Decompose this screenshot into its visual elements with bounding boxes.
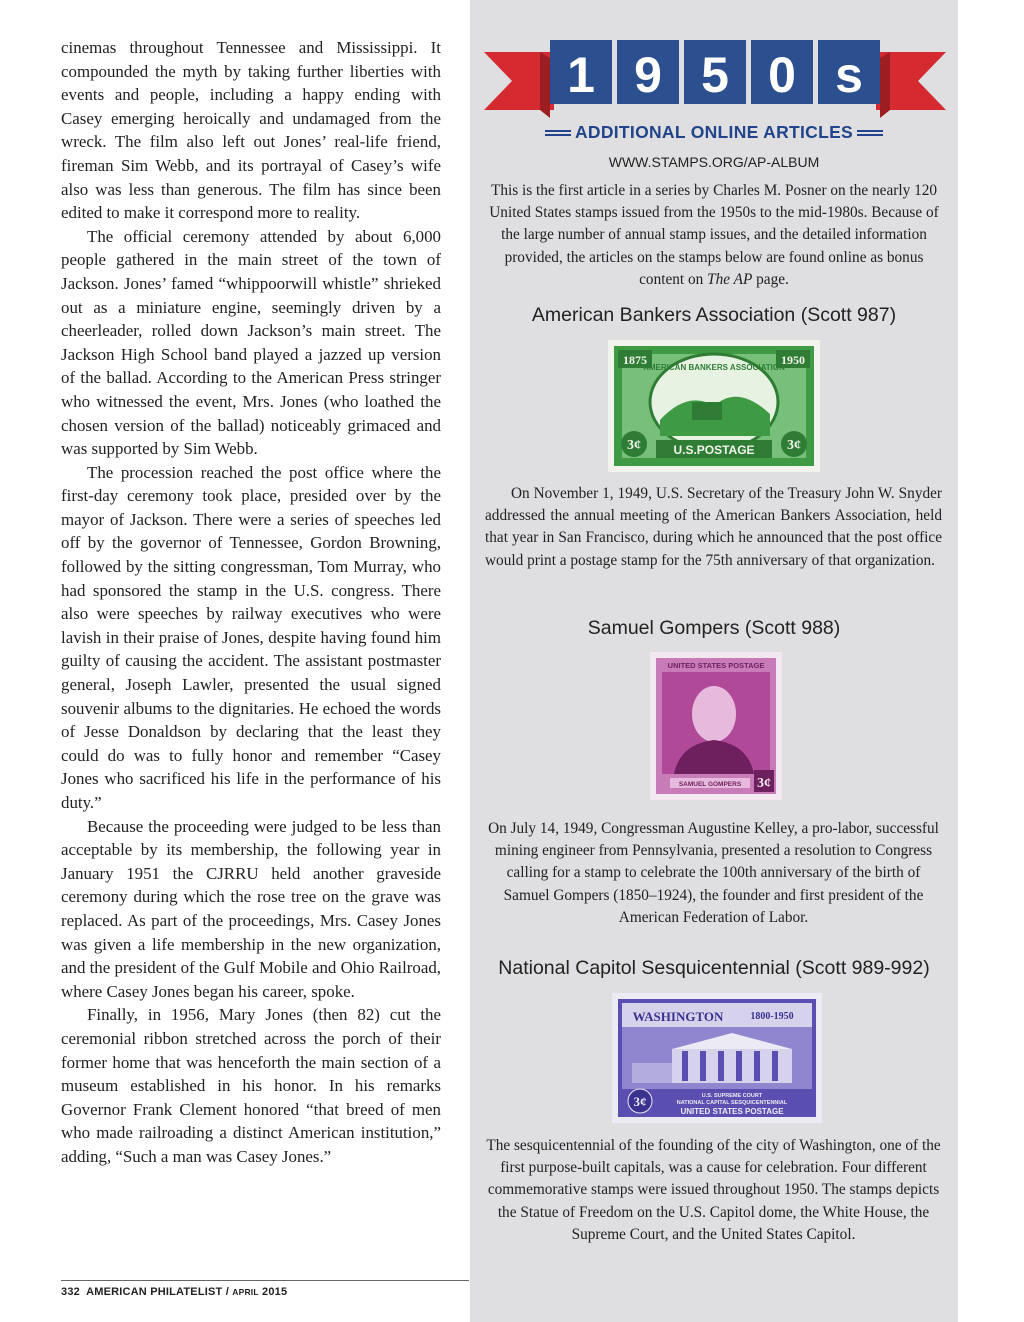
paragraph: Finally, in 1956, Mary Jones (then 82) cut the ceremonial ribbon stretched across the porch of their former home that was henceforth the main section of a museum established in his honor. In his remarks Governor Frank Clement honored “that breed of men who made railroading a distinct American institution,” adding, “Such a man was Casey Jones.”	[61, 1005, 441, 1166]
stamp-column	[718, 1051, 724, 1081]
stamp-building	[692, 402, 722, 420]
issue-month: APRIL	[232, 1287, 259, 1297]
article-text: On July 14, 1949, Congressman Augustine Kelley, a pro-labor, successful mining engineer from Pennsylvania, presented a resolution to Congress calling for a stamp to celebrate the 100th anniversary of the birth of Samuel Gompers (1850–1924), the founder and first president of the American Federation of Labor.	[488, 820, 939, 926]
footer-rule	[61, 1280, 469, 1281]
banner-letter: 5	[701, 47, 729, 103]
banner-graphic	[484, 38, 946, 118]
stamp-value-left: 3¢	[627, 438, 641, 453]
online-articles-heading	[470, 122, 958, 143]
stamp-top-text: UNITED STATES POSTAGE	[667, 661, 765, 670]
intro-italic: The AP	[707, 270, 753, 288]
stamp-year-left: 1875	[623, 353, 647, 367]
banner-letter: 9	[634, 47, 662, 103]
article-title: National Capitol Sesquicentennial (Scott 989-992)	[498, 957, 930, 979]
ribbon-left-fold	[540, 52, 550, 118]
ribbon-right-fold	[880, 52, 890, 118]
paragraph: The procession reached the post office where the first-day ceremony took place, presided over by the mayor of Jackson. There were a series of speeches led off by the governor of Tennessee, Gordon Browning, followed by the sitting congressman, Tom Murray, who had sponsored the stamp in the U.S. congress. There also were speeches by railway executives who were lavish in their praise of Jones, despite having found him guilty of causing the accident. The assistant postmaster general, Joseph Lawler, presented the usual signed souvenir albums to the dignitaries. He echoed the words of Jesse Donaldson by declaring that the least they could do was to fully honor and remember “Casey Jones who sacrificed his life in the performance of his duty.”	[61, 462, 441, 812]
banner-letter: 1	[567, 47, 595, 103]
paragraph: The official ceremony attended by about 6,000 people gathered in the main street of the town of Jackson. Jones’ famed “whippoorwill whistle” shrieked out as a miniature engine, seemingly driven by a cheerleader, rolled down Jackson’s main street. The Jackson High School band played a jazzed up version of the ballad. According to the American Press stringer who witnessed the event, Mrs. Jones (who loathed the chosen version of the ballad) noticeably grimaced and was supported by Sim Webb.	[61, 226, 441, 459]
article-body	[61, 36, 441, 1169]
stamp-wing	[632, 1063, 672, 1083]
banner-letter: s	[835, 47, 863, 103]
intro-text: This is the first article in a series by Charles M. Posner on the nearly 120 United States stamps issued from the 1950s to the mid-1980s. Because of the large number of annual stamp issues, and the detailed information provided, the articles on the stamps below are found online as bonus content on	[489, 182, 939, 288]
article-title: American Bankers Association (Scott 987)	[531, 304, 897, 326]
stamp-arc-text: AMERICAN BANKERS ASSOCIATION	[643, 363, 785, 372]
stamp-caption: U.S.POSTAGE	[673, 443, 755, 457]
sidebar-panel	[470, 0, 958, 1322]
issue-year: 2015	[262, 1286, 288, 1298]
paragraph: cinemas throughout Tennessee and Mississippi. It compounded the myth by taking further liberties with events and people, including a happy ending with Casey emerging heroically and undamaged from the wreck. The film also left out Jones’ real-life friend, fireman Sim Webb, and its portrayal of Casey’s wife also was less than generous. The film has since been edited to make it correspond more to reality.	[61, 38, 441, 223]
stamp-city: WASHINGTON	[632, 1009, 724, 1024]
stamp-national-capitol	[612, 993, 822, 1128]
stamp-image	[612, 993, 822, 1123]
stamp-value: 3¢	[757, 776, 771, 791]
page-number: 332	[61, 1286, 80, 1298]
sidebar-intro	[486, 180, 942, 291]
stamp-years: 1800-1950	[750, 1011, 794, 1022]
banner-letter: 0	[768, 47, 796, 103]
stamp-column	[754, 1051, 760, 1081]
stamp-column	[700, 1051, 706, 1081]
publication-name: AMERICAN PHILATELIST /	[86, 1286, 229, 1298]
stamp-image	[650, 652, 782, 800]
article-title: Samuel Gompers (Scott 988)	[587, 617, 841, 639]
stamp-image	[608, 340, 820, 472]
stamp-building-text: U.S. SUPREME COURT	[701, 1093, 763, 1099]
page-footer	[61, 1286, 287, 1298]
stamp-american-bankers	[608, 340, 820, 477]
stamp-name-text: SAMUEL GOMPERS	[678, 781, 742, 788]
decade-banner	[484, 38, 946, 118]
article-text: On November 1, 1949, U.S. Secretary of the Treasury John W. Snyder addressed the annual meeting of the American Bankers Association, held that year in San Francisco, during which he announced that the post office would print a postage stamp for the 75th anniversary of that organization.	[485, 485, 942, 569]
article-text: The sesquicentennial of the founding of the city of Washington, one of the first purpose-built capitals, was a cause for celebration. Four different commemorative stamps were issued throughout 1950. The stamps depicts the Statue of Freedom on the U.S. Capitol dome, the White House, the Supreme Court, and the United States Capitol.	[486, 1137, 941, 1243]
stamp-sub-text: NATIONAL CAPITAL SESQUICENTENNIAL	[676, 1100, 788, 1106]
online-url[interactable]: WWW.STAMPS.ORG/AP-ALBUM	[608, 154, 820, 170]
heading-rule-right	[857, 130, 883, 136]
stamp-bottom-text: UNITED STATES POSTAGE	[680, 1107, 784, 1116]
stamp-portrait-face	[692, 686, 736, 742]
online-articles-title: ADDITIONAL ONLINE ARTICLES	[574, 122, 854, 142]
stamp-value: 3¢	[633, 1094, 647, 1109]
stamp-column	[682, 1051, 688, 1081]
stamp-column	[736, 1051, 742, 1081]
heading-rule-left	[545, 130, 571, 136]
stamp-value-right: 3¢	[787, 438, 801, 453]
stamp-column	[772, 1051, 778, 1081]
stamp-year-right: 1950	[781, 353, 805, 367]
intro-text-end: page.	[752, 270, 789, 288]
paragraph: Because the proceeding were judged to be less than acceptable by its membership, the following year in January 1951 the CJRRU held another graveside ceremony during which the rose tree on the grave was replaced. As part of the proceedings, Mrs. Casey Jones was given a life membership in the new organization, and the president of the Gulf Mobile and Ohio Railroad, where Casey Jones began his career, spoke.	[61, 816, 441, 1001]
stamp-samuel-gompers	[650, 652, 782, 805]
